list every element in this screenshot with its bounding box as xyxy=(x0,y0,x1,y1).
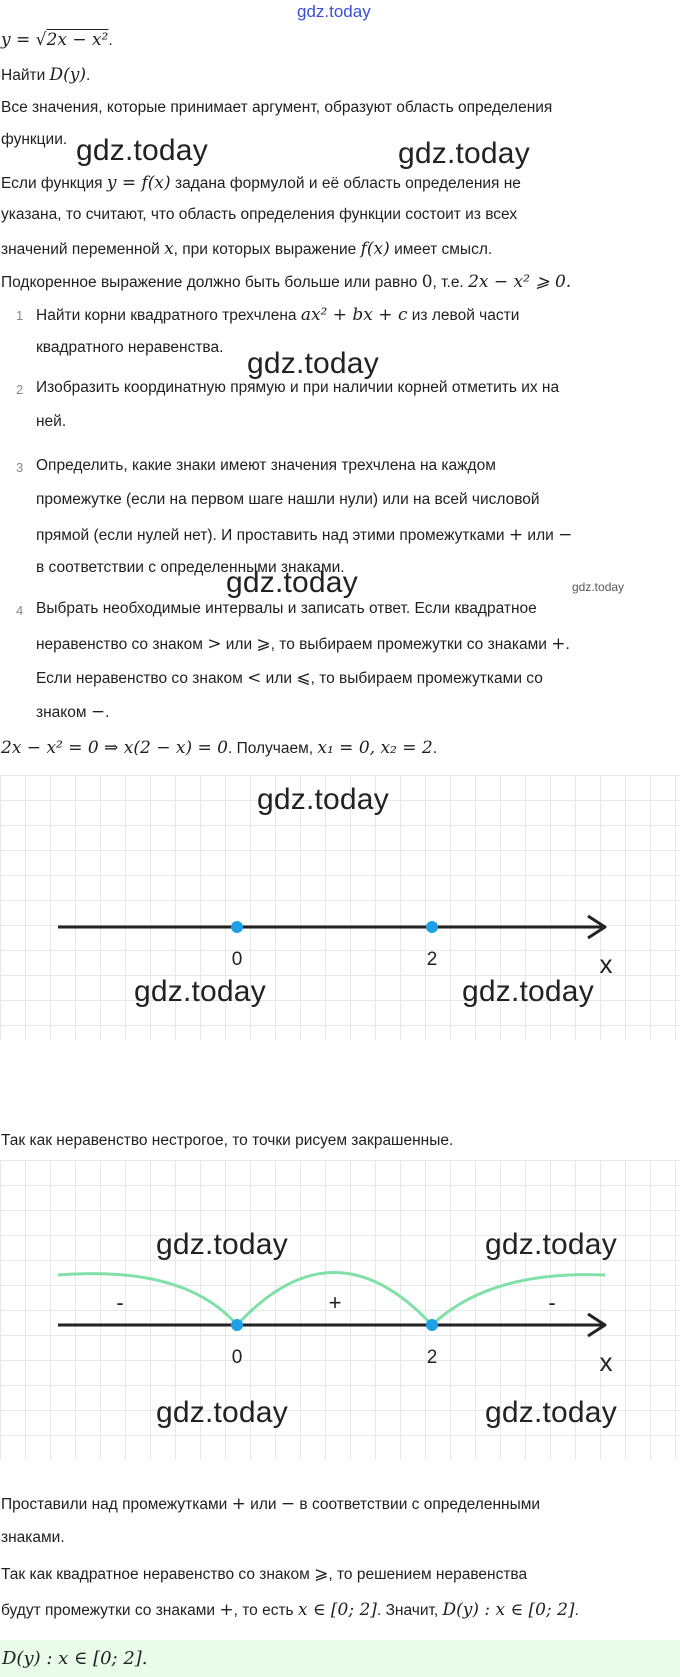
step-number: 4 xyxy=(16,603,24,618)
point-2 xyxy=(426,921,438,933)
watermark: gdz.today xyxy=(134,975,266,1008)
watermark: gdz.today xyxy=(462,975,594,1008)
text: имеет смысл. xyxy=(389,241,493,258)
formula-lhs: y xyxy=(1,30,11,50)
conclusion-line3 xyxy=(1,1564,527,1584)
watermark: gdz.today xyxy=(156,1396,288,1429)
theory-p2-line2: указана, то считают, что область определения функции состоит из всех xyxy=(1,206,518,223)
text: . xyxy=(565,636,570,653)
math-leq: ⩽ xyxy=(296,668,311,688)
watermark: gdz.today xyxy=(485,1228,617,1261)
text: в соответствии с определенными xyxy=(295,1496,541,1513)
watermark: gdz.today xyxy=(485,1396,617,1429)
theory-p3 xyxy=(1,272,571,292)
text: из левой части xyxy=(407,307,520,324)
text: Найти корни квадратного трехчлена xyxy=(36,307,301,324)
math-plus: + xyxy=(231,1494,246,1514)
step-3-line4: в соответствии с определенными знаками. xyxy=(36,559,345,576)
conclusion-line4 xyxy=(1,1600,579,1620)
number-line-figure-2 xyxy=(0,1160,680,1460)
text: . xyxy=(432,740,438,757)
step-number: 1 xyxy=(16,308,24,323)
math-zero: 0 xyxy=(421,272,433,292)
watermark: gdz.today xyxy=(398,137,530,170)
text: или xyxy=(245,1496,281,1513)
watermark-top: gdz.today xyxy=(297,2,371,21)
watermark: gdz.today xyxy=(76,134,208,167)
step-1-line1 xyxy=(36,305,519,325)
math-plus: + xyxy=(219,1600,234,1620)
task-suffix: . xyxy=(86,67,91,84)
math-trinomial: ax² + bx + c xyxy=(300,305,408,325)
text: . xyxy=(574,1602,579,1619)
math-geq: ⩾ xyxy=(256,634,271,654)
conclusion-line1 xyxy=(1,1494,540,1514)
sign-minus-right: - xyxy=(548,1290,556,1315)
formula-end: . xyxy=(108,32,113,49)
step-number: 3 xyxy=(16,460,24,475)
text: или xyxy=(523,527,559,544)
formula-eq: = xyxy=(10,30,36,50)
math-y-fx: y = f(x) xyxy=(106,173,171,193)
text: прямой (если нулей нет). И проставить над этими промежутками xyxy=(36,527,509,544)
point-0 xyxy=(231,921,243,933)
watermark: gdz.today xyxy=(226,566,358,599)
point-label-0: 0 xyxy=(231,1347,243,1368)
text: задана формулой и её область определения не xyxy=(170,175,521,192)
point-0 xyxy=(231,1319,243,1331)
sign-arc-right xyxy=(432,1275,605,1325)
text: . Получаем, xyxy=(227,740,318,757)
step-2-line1: Изобразить координатную прямую и при наличии корней отметить их на xyxy=(36,379,560,396)
text: Проставили над промежутками xyxy=(1,1496,232,1513)
text: , то выбираем промежутками со xyxy=(310,670,543,687)
step-4-line4 xyxy=(36,702,109,722)
step-1-line2: квадратного неравенства. xyxy=(36,339,224,356)
theory-p1-line2: функции. xyxy=(1,131,68,148)
step-2-line2: ней. xyxy=(36,413,67,430)
theory-p2-line1 xyxy=(1,173,521,193)
step-3-line2: промежутке (если на первом шаге нашли нули) или на всей числовой xyxy=(36,491,540,508)
text: , то есть xyxy=(233,1602,298,1619)
sqrt-sign: √ xyxy=(35,30,47,50)
math-plus: + xyxy=(551,634,566,654)
step-4-line2 xyxy=(36,634,570,654)
sign-minus-left: - xyxy=(116,1290,124,1315)
sign-plus-middle: + xyxy=(328,1290,342,1315)
text: , то решением неравенства xyxy=(328,1566,528,1583)
answer-box xyxy=(0,1640,680,1677)
text: Если неравенство со знаком xyxy=(36,670,248,687)
math-lt: < xyxy=(247,668,262,688)
step-3-line3 xyxy=(36,525,572,545)
point-label-2: 2 xyxy=(426,949,438,970)
math-x: x xyxy=(164,239,174,259)
math-minus: − xyxy=(558,525,573,545)
math-minus: − xyxy=(90,702,106,722)
task-line xyxy=(1,65,90,85)
number-line-figure-1 xyxy=(0,775,680,1040)
text: . Значит, xyxy=(376,1602,443,1619)
task-math: D(y) xyxy=(49,65,87,85)
text: Подкоренное выражение должно быть больше или равно xyxy=(1,274,422,291)
watermark-small: gdz.today xyxy=(572,580,625,594)
text: знаком xyxy=(36,704,91,721)
text: , то выбираем промежутки со знаками xyxy=(270,636,552,653)
conclusion-line2: знаками. xyxy=(1,1529,65,1546)
math-minus: − xyxy=(280,1494,296,1514)
math-roots: x₁ = 0, x₂ = 2 xyxy=(317,738,433,758)
text: неравенство со знаком xyxy=(36,636,208,653)
step-4-line1: Выбрать необходимые интервалы и записать ответ. Если квадратное xyxy=(36,600,537,617)
text: или xyxy=(261,670,297,687)
math-equation: 2x − x² = 0 ⇒ x(2 − x) = 0 xyxy=(1,738,228,758)
text: . xyxy=(105,704,110,721)
theory-p1-line1: Все значения, которые принимает аргумент, образуют область определения xyxy=(1,99,553,116)
text: будут промежутки со знаками xyxy=(1,1602,220,1619)
step-3-line1: Определить, какие знаки имеют значения трехчлена на каждом xyxy=(36,457,496,474)
text: , при которых выражение xyxy=(173,241,361,258)
axis-label: x xyxy=(599,949,613,979)
theory-p2-line3 xyxy=(1,239,492,259)
answer-text: D(y) : x ∈ [0; 2]. xyxy=(2,1648,148,1669)
text: или xyxy=(221,636,257,653)
axis-label: x xyxy=(599,1347,613,1377)
math-geq: ⩾ xyxy=(314,1564,329,1584)
math-fx: f(x) xyxy=(360,239,390,259)
watermark: gdz.today xyxy=(156,1228,288,1261)
problem-formula xyxy=(1,30,113,50)
math-gt: > xyxy=(207,634,222,654)
task-prefix: Найти xyxy=(1,67,50,84)
watermark: gdz.today xyxy=(247,347,379,380)
math-inequality: 2x − x² ⩾ 0. xyxy=(468,272,572,292)
note-filled-points: Так как неравенство нестрогое, то точки рисуем закрашенные. xyxy=(1,1132,454,1149)
math-plus: + xyxy=(508,525,524,545)
point-label-0: 0 xyxy=(231,949,243,970)
text: значений переменной xyxy=(1,241,165,258)
point-label-2: 2 xyxy=(426,1347,438,1368)
math-domain: D(y) : x ∈ [0; 2] xyxy=(442,1600,575,1620)
step-4-line3 xyxy=(36,668,543,688)
formula-radicand: 2x − x² xyxy=(46,30,109,50)
point-2 xyxy=(426,1319,438,1331)
math-interval: x ∈ [0; 2] xyxy=(297,1600,377,1620)
text: Так как квадратное неравенство со знаком xyxy=(1,1566,315,1583)
text: Если функция xyxy=(1,175,107,192)
sign-arc-left xyxy=(58,1274,237,1325)
step-number: 2 xyxy=(16,382,24,397)
text: , т.е. xyxy=(432,274,469,291)
solution-line xyxy=(1,738,437,758)
watermark: gdz.today xyxy=(257,783,389,816)
